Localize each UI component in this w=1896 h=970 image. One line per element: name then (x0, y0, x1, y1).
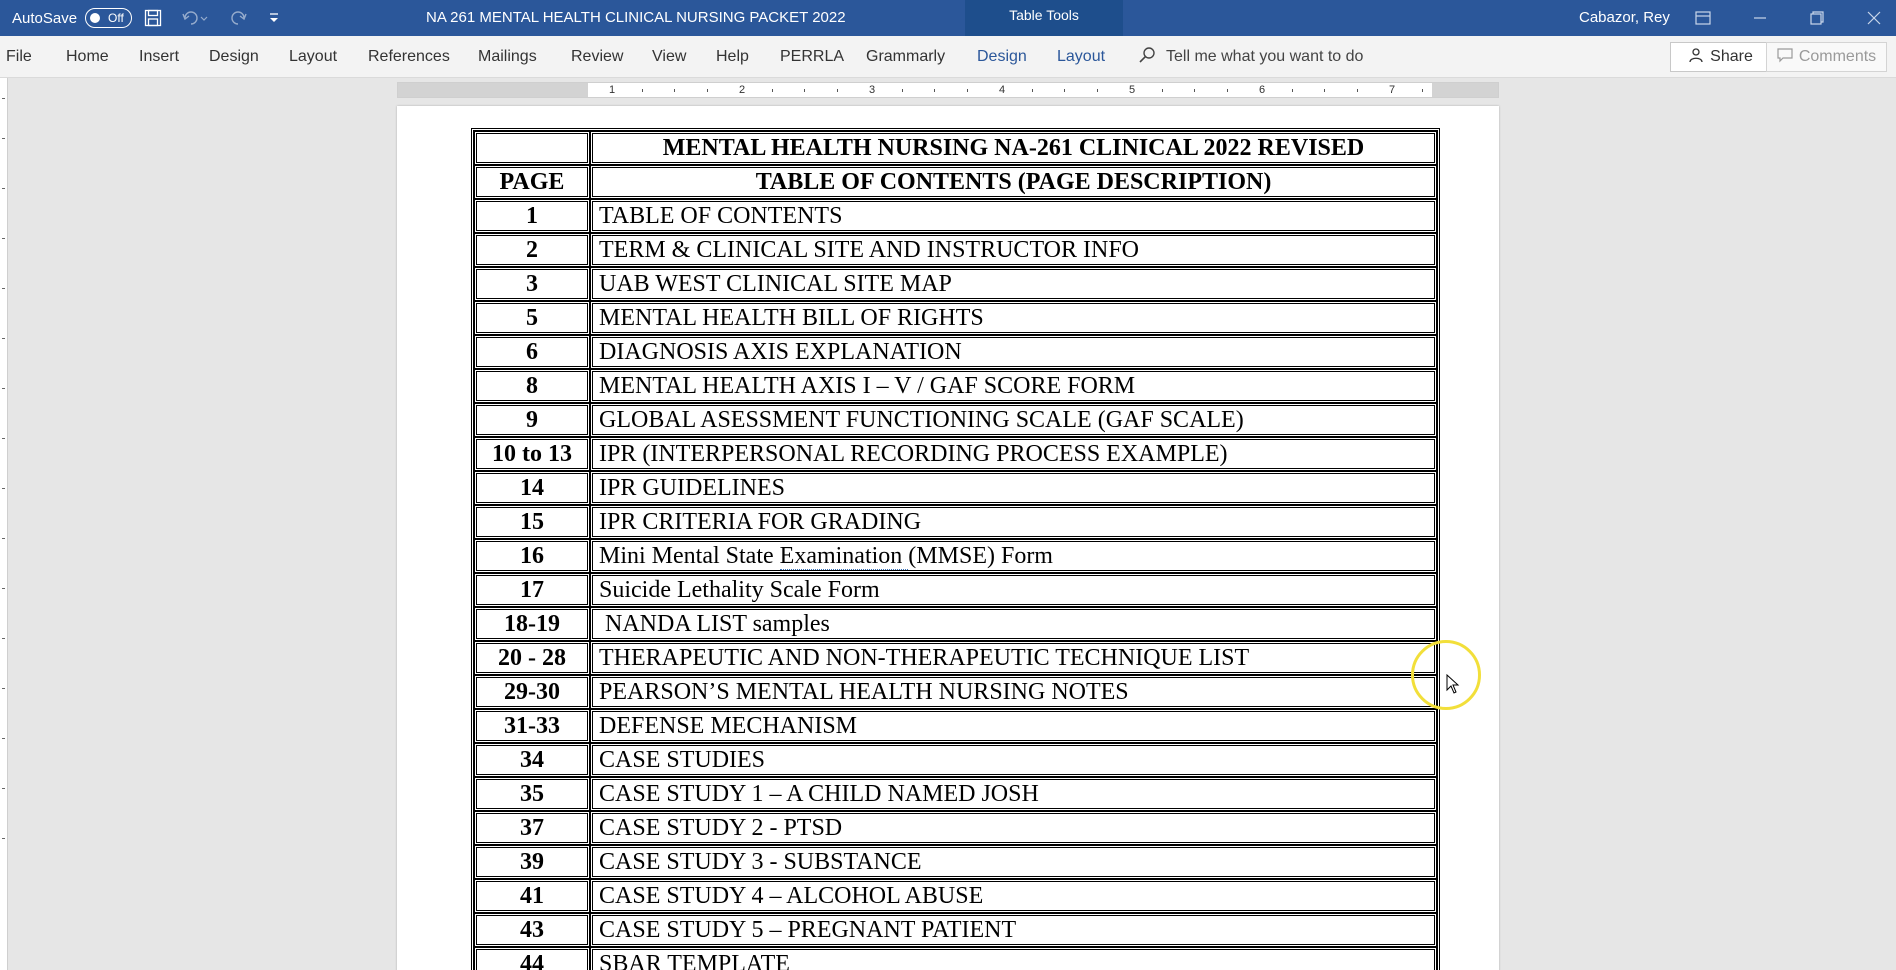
table-row (474, 879, 1437, 913)
description-cell[interactable]: DIAGNOSIS AXIS EXPLANATION (590, 335, 1437, 369)
tab-perrla[interactable]: PERRLA (780, 48, 845, 65)
grammar-flagged-word[interactable]: Examination (779, 542, 909, 569)
description-cell[interactable]: Suicide Lethality Scale Form (590, 573, 1437, 607)
description-cell[interactable]: CASE STUDIES (590, 743, 1437, 777)
page-cell[interactable]: 34 (474, 743, 590, 777)
undo-icon[interactable] (182, 9, 208, 27)
autosave-label: AutoSave (12, 9, 78, 27)
tab-view[interactable]: View (652, 48, 687, 65)
description-cell[interactable]: TABLE OF CONTENTS (590, 199, 1437, 233)
table-row (474, 437, 1437, 471)
comments-button[interactable] (1766, 42, 1887, 72)
tab-insert[interactable]: Insert (139, 48, 180, 65)
description-cell[interactable]: CASE STUDY 2 - PTSD (590, 811, 1437, 845)
description-text: Mini Mental State (599, 542, 780, 569)
table-row (474, 505, 1437, 539)
description-cell[interactable]: CASE STUDY 3 - SUBSTANCE (590, 845, 1437, 879)
tab-home[interactable]: Home (66, 48, 109, 65)
table-row (474, 743, 1437, 777)
table-row (474, 369, 1437, 403)
share-icon (1688, 47, 1704, 68)
page-cell[interactable]: 18-19 (474, 607, 590, 641)
document-title: NA 261 MENTAL HEALTH CLINICAL NURSING PACKET 2022 (426, 9, 846, 26)
redo-icon[interactable] (228, 9, 248, 27)
description-cell[interactable]: THERAPEUTIC AND NON-THERAPEUTIC TECHNIQUE LIST (590, 641, 1437, 675)
ribbon-tabs (0, 36, 1896, 78)
search-icon (1138, 46, 1156, 69)
page-cell[interactable]: 14 (474, 471, 590, 505)
tab-table-design[interactable]: Design (977, 48, 1027, 65)
table-row (474, 811, 1437, 845)
table-row (474, 641, 1437, 675)
table-row (474, 335, 1437, 369)
table-row (474, 913, 1437, 947)
tab-help[interactable]: Help (716, 48, 749, 65)
column-header-description[interactable]: TABLE OF CONTENTS (PAGE DESCRIPTION) (590, 165, 1437, 199)
ruler-number: 7 (1389, 84, 1396, 96)
page-cell[interactable]: 15 (474, 505, 590, 539)
description-cell[interactable]: DEFENSE MECHANISM (590, 709, 1437, 743)
ruler-left-margin (398, 83, 588, 97)
page-cell[interactable]: 29-30 (474, 675, 590, 709)
page-cell[interactable]: 35 (474, 777, 590, 811)
page-cell[interactable]: 3 (474, 267, 590, 301)
table-tools-label: Table Tools (965, 0, 1123, 36)
save-icon[interactable] (144, 9, 162, 27)
restore-icon[interactable] (1805, 6, 1829, 30)
page-cell[interactable]: 20 - 28 (474, 641, 590, 675)
ruler-number: 4 (999, 84, 1006, 96)
page-cell[interactable]: 1 (474, 199, 590, 233)
table-row (474, 199, 1437, 233)
table-row (474, 709, 1437, 743)
page-cell[interactable]: 2 (474, 233, 590, 267)
page-cell[interactable]: 39 (474, 845, 590, 879)
autosave-state: Off (108, 11, 124, 25)
ruler-right-margin (1432, 83, 1498, 97)
description-cell[interactable]: IPR GUIDELINES (590, 471, 1437, 505)
ruler-number: 2 (739, 84, 746, 96)
description-cell[interactable]: MENTAL HEALTH BILL OF RIGHTS (590, 301, 1437, 335)
tab-layout[interactable]: Layout (289, 48, 338, 65)
description-cell[interactable]: CASE STUDY 5 – PREGNANT PATIENT (590, 913, 1437, 947)
description-cell[interactable]: IPR (INTERPERSONAL RECORDING PROCESS EXAMPLE) (590, 437, 1437, 471)
share-label: Share (1710, 48, 1753, 65)
table-row (474, 675, 1437, 709)
table-row (474, 471, 1437, 505)
description-cell[interactable]: CASE STUDY 1 – A CHILD NAMED JOSH (590, 777, 1437, 811)
page-cell[interactable]: 8 (474, 369, 590, 403)
document-page[interactable] (397, 106, 1499, 970)
description-cell[interactable] (590, 539, 1437, 573)
table-row (474, 573, 1437, 607)
comments-label: Comments (1798, 48, 1877, 65)
page-cell[interactable]: 17 (474, 573, 590, 607)
autosave-toggle[interactable] (85, 8, 132, 28)
page-cell[interactable]: 5 (474, 301, 590, 335)
comment-icon (1777, 47, 1793, 68)
tell-me-text: Tell me what you want to do (1166, 48, 1364, 65)
description-text: (MMSE) Form (908, 542, 1053, 569)
table-row (474, 947, 1437, 970)
toc-table[interactable] (471, 128, 1440, 970)
user-name[interactable]: Cabazor, Rey (1579, 9, 1670, 26)
column-header-page[interactable]: PAGE (474, 165, 590, 199)
page-cell[interactable]: 37 (474, 811, 590, 845)
customize-toolbar-icon[interactable] (268, 11, 280, 25)
close-icon[interactable] (1862, 6, 1886, 30)
page-cell[interactable]: 9 (474, 403, 590, 437)
mouse-pointer-icon (1446, 674, 1460, 699)
description-cell[interactable]: SBAR TEMPLATE (590, 947, 1437, 970)
autosave-control[interactable] (12, 6, 132, 30)
ruler-number: 3 (869, 84, 876, 96)
title-bar (0, 0, 1896, 36)
description-cell[interactable]: NANDA LIST samples (590, 607, 1437, 641)
tab-mailings[interactable]: Mailings (478, 48, 537, 65)
table-cell[interactable] (474, 131, 590, 165)
share-button[interactable] (1670, 42, 1771, 72)
tab-table-layout[interactable]: Layout (1057, 48, 1106, 65)
document-heading[interactable]: MENTAL HEALTH NURSING NA-261 CLINICAL 2022 REVISED (590, 131, 1437, 165)
tab-design[interactable]: Design (209, 48, 259, 65)
page-cell[interactable]: 16 (474, 539, 590, 573)
page-cell[interactable]: 41 (474, 879, 590, 913)
table-row (474, 777, 1437, 811)
ruler-number: 6 (1259, 84, 1266, 96)
toggle-knob (90, 13, 100, 23)
minimize-icon[interactable] (1748, 6, 1772, 30)
page-cell[interactable]: 10 to 13 (474, 437, 590, 471)
description-cell[interactable]: TERM & CLINICAL SITE AND INSTRUCTOR INFO (590, 233, 1437, 267)
horizontal-ruler[interactable] (397, 82, 1499, 98)
quick-access-toolbar (144, 6, 280, 30)
description-cell[interactable]: PEARSON’S MENTAL HEALTH NURSING NOTES (590, 675, 1437, 709)
description-cell[interactable]: IPR CRITERIA FOR GRADING (590, 505, 1437, 539)
description-cell[interactable]: CASE STUDY 4 – ALCOHOL ABUSE (590, 879, 1437, 913)
table-row (474, 607, 1437, 641)
page-cell[interactable]: 6 (474, 335, 590, 369)
description-cell[interactable]: MENTAL HEALTH AXIS I – V / GAF SCORE FORM (590, 369, 1437, 403)
tab-review[interactable]: Review (571, 48, 624, 65)
table-row (474, 845, 1437, 879)
table-row (474, 539, 1437, 573)
ribbon-display-options-icon[interactable] (1691, 6, 1715, 30)
description-cell[interactable]: GLOBAL ASESSMENT FUNCTIONING SCALE (GAF SCALE) (590, 403, 1437, 437)
table-row (474, 233, 1437, 267)
tell-me-search[interactable] (1138, 36, 1363, 78)
table-row (474, 301, 1437, 335)
table-row (474, 403, 1437, 437)
table-header-row (474, 131, 1437, 165)
tab-file[interactable]: File (6, 48, 32, 65)
ruler-number: 5 (1129, 84, 1136, 96)
tab-grammarly[interactable]: Grammarly (866, 48, 946, 65)
ruler-number: 1 (609, 84, 616, 96)
tab-references[interactable]: References (368, 48, 450, 65)
page-cell[interactable]: 44 (474, 947, 590, 970)
page-cell[interactable]: 43 (474, 913, 590, 947)
description-cell[interactable]: UAB WEST CLINICAL SITE MAP (590, 267, 1437, 301)
table-row (474, 267, 1437, 301)
table-header-row (474, 165, 1437, 199)
page-cell[interactable]: 31-33 (474, 709, 590, 743)
vertical-ruler (0, 78, 8, 970)
